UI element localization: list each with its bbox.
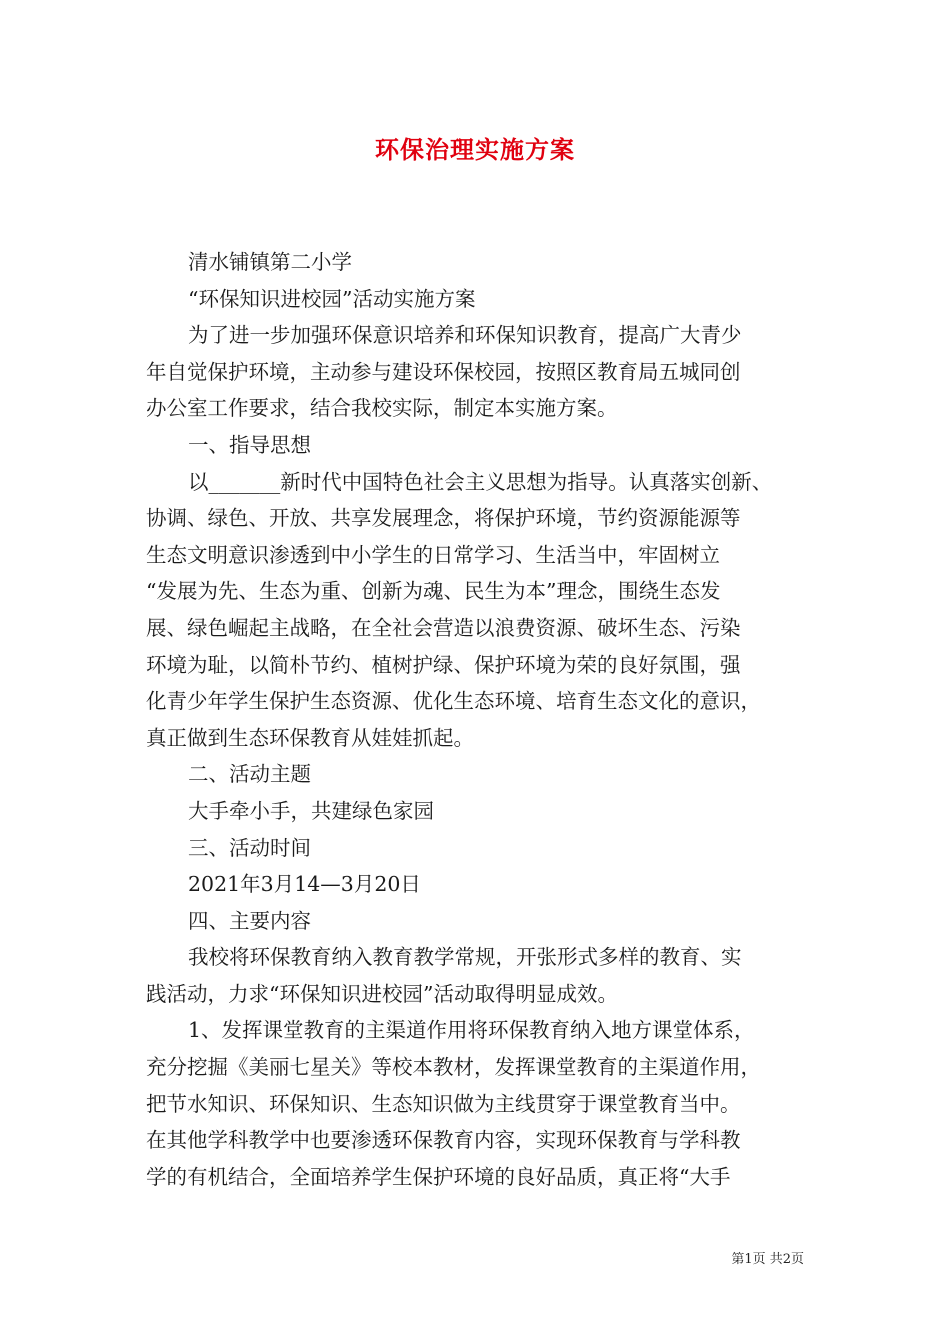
body-line: 1、发挥课堂教育的主渠道作用将环保教育纳入地方课堂体系，: [188, 1018, 755, 1043]
body-line: 清水铺镇第二小学: [188, 250, 352, 274]
body-line: 环境为耻，以简朴节约、植树护绿、保护环境为荣的良好氛围，强: [146, 652, 741, 677]
body-line: 充分挖掘《美丽七星关》等校本教材，发挥课堂教育的主渠道作用，: [146, 1055, 761, 1080]
document-title: 环保治理实施方案: [375, 135, 575, 164]
body-line: 为了进一步加强环保意识培养和环保知识教育，提高广大青少: [188, 323, 742, 348]
body-line: 践活动，力求“环保知识进校园”活动取得明显成效。: [146, 981, 618, 1006]
body-line: 生态文明意识渗透到中小学生的日常学习、生活当中，牢固树立: [146, 542, 720, 567]
body-line: “发展为先、生态为重、创新为魂、民生为本”理念，围绕生态发: [146, 579, 721, 604]
page-footer: 第1页 共2页: [731, 1252, 804, 1267]
body-line: 协调、绿色、开放、共享发展理念，将保护环境，节约资源能源等: [146, 506, 741, 531]
body-line: 大手牵小手，共建绿色家园: [188, 798, 434, 823]
body-line: 2021年3月14—3月20日: [188, 872, 421, 897]
body-line: 三、活动时间: [188, 835, 311, 860]
body-line: 一、指导思想: [188, 432, 311, 457]
body-line: 我校将环保教育纳入教育教学常规，开张形式多样的教育、实: [188, 945, 742, 970]
body-line: 化青少年学生保护生态资源、优化生态环境、培育生态文化的意识，: [146, 689, 761, 714]
body-line: 以_______新时代中国特色社会主义思想为指导。认真落实创新、: [188, 469, 773, 494]
body-line: 真正做到生态环保教育从娃娃抓起。: [146, 725, 474, 750]
body-line: 四、主要内容: [188, 908, 311, 933]
body-line: “环保知识进校园”活动实施方案: [188, 286, 476, 311]
document-body: [146, 244, 821, 1195]
body-line: 展、绿色崛起主战略，在全社会营造以浪费资源、破坏生态、污染: [146, 615, 741, 640]
body-line: 把节水知识、环保知识、生态知识做为主线贯穿于课堂教育当中。: [146, 1091, 741, 1116]
body-line: 在其他学科教学中也要渗透环保教育内容，实现环保教育与学科教: [146, 1128, 741, 1153]
body-line: 学的有机结合，全面培养学生保护环境的良好品质，真正将“大手: [146, 1164, 731, 1189]
body-line: 年自觉保护环境，主动参与建设环保校园，按照区教育局五城同创: [146, 359, 741, 384]
body-line: 办公室工作要求，结合我校实际，制定本实施方案。: [146, 396, 618, 421]
body-line: 二、活动主题: [188, 762, 311, 787]
